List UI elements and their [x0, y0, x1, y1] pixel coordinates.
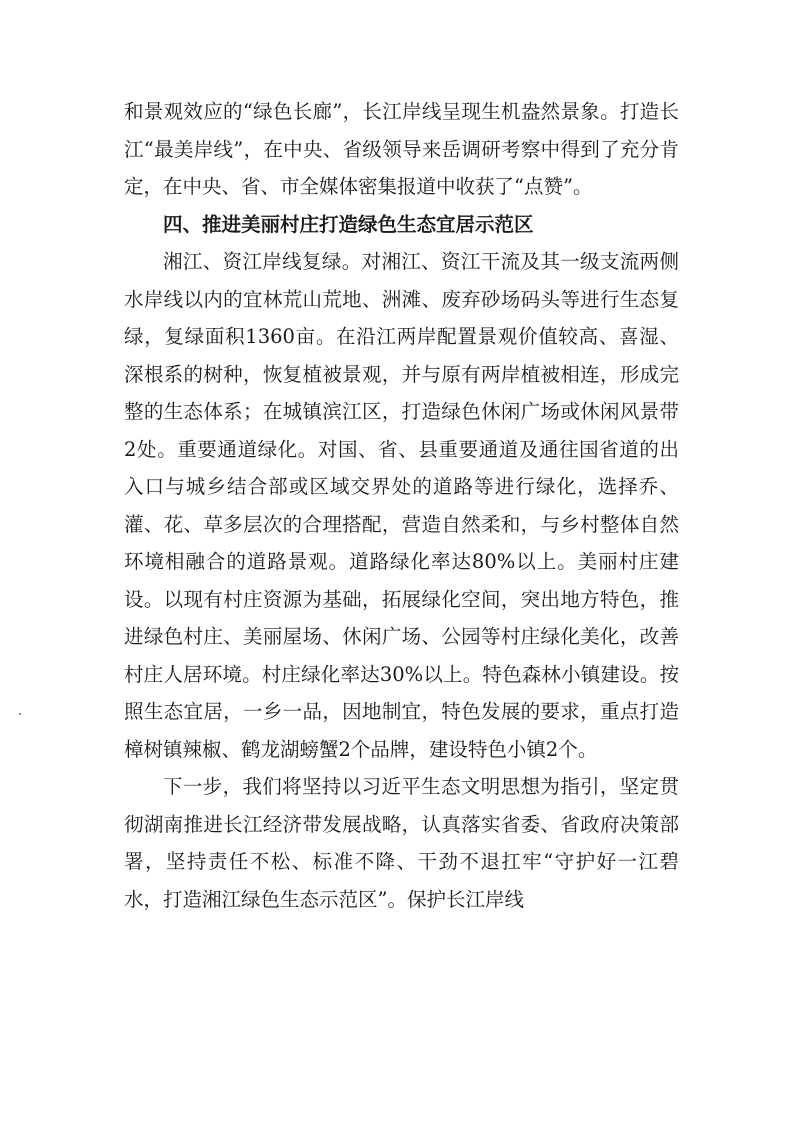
paragraph-next-steps: 下一步，我们将坚持以习近平生态文明思想为指引，坚定贯彻湖南推进长江经济带发展战略，认真落实省委、省政府决策部署，坚持责任不松、标准不降、干劲不退扛牢“守护好一江碧水，打造湘江绿色生态示范区”。保护长江岸线 [124, 775, 679, 911]
paragraph-continuation: 和景观效应的“绿色长廊”，长江岸线呈现生机盎然景象。打造长江“最美岸线”，在中央、省级领导来岳调研考察中得到了充分肯定，在中央、省、市全媒体密集报道中收获了“点赞”。 [124, 100, 679, 198]
document-body [124, 93, 679, 918]
scan-speck [19, 713, 21, 715]
section-heading-four: 四、推进美丽村庄打造绿色生态宜居示范区 [163, 212, 534, 236]
paragraph-greening-measures: 湘江、资江岸线复绿。对湘江、资江干流及其一级支流两侧水岸线以内的宜林荒山荒地、洲滩、废弃砂场码头等进行生态复绿，复绿面积1360亩。在沿江两岸配置景观价值较高、喜湿、深根系的树种，恢复植被景观，并与原有两岸植被相连，形成完整的生态体系；在城镇滨江区，打造绿色休闲广场或休闲风景带2处。重要通道绿化。对国、省、县重要通道及通往国省道的出入口与城乡结合部或区域交界处的道路等进行绿化，选择乔、灌、花、草多层次的合理搭配，营造自然柔和，与乡村整体自然环境相融合的道路景观。道路绿化率达80%以上。美丽村庄建设。以现有村庄资源为基础，拓展绿化空间，突出地方特色，推进绿色村庄、美丽屋场、休闲广场、公园等村庄绿化美化，改善村庄人居环境。村庄绿化率达30%以上。特色森林小镇建设。按照生态宜居，一乡一品，因地制宜，特色发展的要求，重点打造樟树镇辣椒、鹤龙湖螃蟹2个品牌，建设特色小镇2个。 [124, 250, 679, 761]
